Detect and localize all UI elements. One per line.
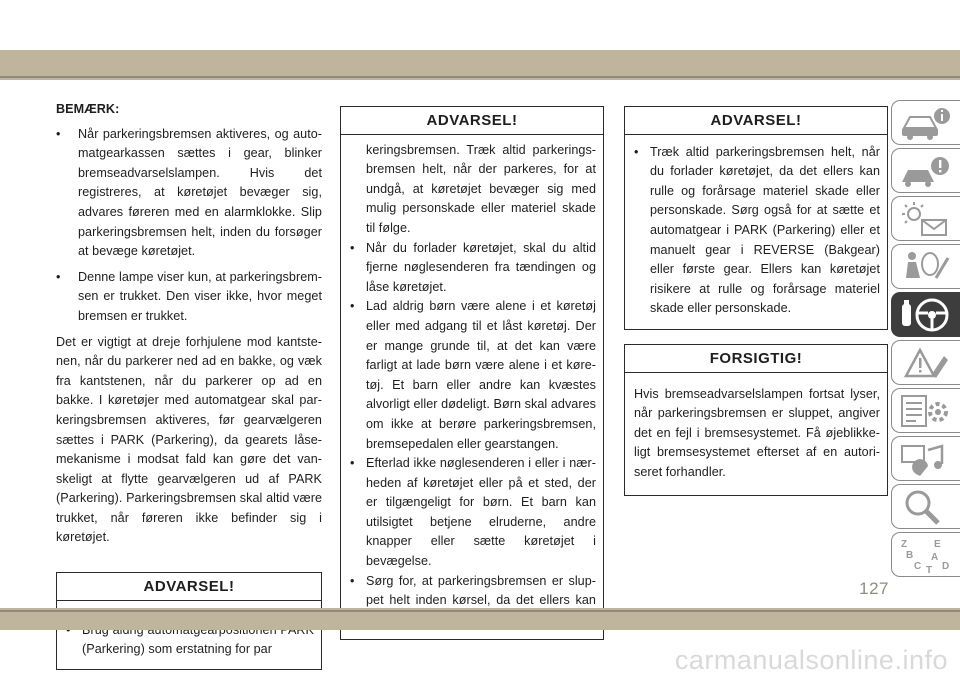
- warning-triangle-icon: [898, 344, 954, 382]
- bullet-dot: •: [350, 240, 355, 255]
- bullet-dot: •: [350, 456, 355, 471]
- caution-box-body: [625, 373, 887, 495]
- search-icon: [898, 488, 954, 526]
- index-letter: C: [914, 561, 922, 572]
- warning-box-2-body: [341, 135, 603, 640]
- note-title: BEMÆRK:: [56, 102, 120, 116]
- note-bullet-2: [56, 268, 322, 327]
- watermark-text: carmanualsonline.info: [674, 645, 948, 675]
- warning-2-bullet-3-text: Efterlad ikke nøglesenderen i eller i nærheden af køretøjet eller på et sted, der er tilgængeligt for børn. Et barn kan utilsigtet betjene elruderne, andre knapper eller sætte køretøjet i bevægelse.: [366, 456, 596, 569]
- caution-box-title: FORSIGTIG!: [625, 345, 887, 373]
- steering-wheel-icon: [898, 296, 954, 334]
- bullet-dot: •: [56, 269, 61, 284]
- car-info-icon: [898, 104, 954, 142]
- index-letter: E: [934, 539, 941, 550]
- warning-3-bullet: [634, 143, 880, 319]
- warning-2-continuation: keringsbremsen. Træk altid parkeringsbremsen helt, når der parkeres, for at undgå, at køretøjet bevæger sig med mulig personskade eller materiel skade til følge.: [366, 142, 596, 235]
- maintenance-checklist-icon: [898, 392, 954, 430]
- column-middle: [340, 106, 604, 640]
- warning-1-bullet-text: (Parkering) som erstatning for par: [82, 642, 272, 657]
- warning-2-bullet-1: [350, 239, 596, 298]
- note-bullet-1-text: Når parkeringsbremsen aktiveres, og automatgearkassen sættes i gear, blinker bremseadvarselslampen. Hvis det registreres, at køretøjet bevæger sig, advares føreren med en alarmklokke. Slip parkeringsbremsen helt, inden du forsøger at bevæge køretøjet.: [78, 126, 322, 259]
- index-letter: D: [942, 561, 950, 572]
- warning-2-bullet-2-text: Lad aldrig børn være alene i et køretøj eller med adgang til et låst køretøj. Der er mange grunde til, at det kan være farligt at lade børn være alene i et køretøj. Et barn eller andre kan kvæstes alvorligt eller dødeligt. Børn skal advares om ikke at berøre parkeringsbremsen, bremsepedalen eller gearstangen.: [366, 299, 596, 451]
- index-letter: Z: [901, 539, 908, 550]
- parking-paragraph: Det er vigtigt at dreje forhjulene mod kantstenen, når du parkerer ned ad en bakke, og væk fra kantstenen, når du parkerer op ad en bakke. I køretøjer med automatgear skal parkeringsbremsen aktiveres, før gearvælgeren sættes i PARK (Parkering), da gearets låsemekanisme i modsat fald kan gøre det vanskeligt at flytte gearvælgeren ud af PARK (Parkering). Parkeringsbremsen skal altid være trukket, når føreren ikke befinder sig i køretøjet.: [56, 334, 322, 545]
- warning-box-2: [340, 106, 604, 640]
- warning-box-3-title: ADVARSEL!: [625, 107, 887, 135]
- lights-message-icon: [898, 200, 954, 238]
- chapter-tab-1[interactable]: [891, 100, 960, 145]
- warning-box-1-title: ADVARSEL!: [57, 573, 321, 601]
- bullet-dot: •: [350, 573, 355, 588]
- chapter-tab-2[interactable]: [891, 148, 960, 193]
- warning-box-2-title: ADVARSEL!: [341, 107, 603, 135]
- bottom-footer-bar: [0, 608, 960, 630]
- chapter-tabs: [891, 100, 960, 580]
- warning-3-bullet-text: Træk altid parkeringsbremsen helt, når du forlader køretøjet, da det ellers kan rulle og forårsage materiel skade eller personskade. Sørg også for at sætte et automatgear i PARK (Parkering) eller et manuelt gear i REVERSE (Bakgear) eller første gear. Ellers kan køretøjet risikere at rulle og forårsage materiel skade eller personskade.: [650, 144, 880, 316]
- chapter-tab-5-active[interactable]: [891, 292, 960, 337]
- warning-2-bullet-1-text: Når du forlader køretøjet, skal du altid fjerne nøglesenderen fra tændingen og låse køretøjet.: [366, 240, 596, 294]
- chapter-tab-8[interactable]: [891, 436, 960, 481]
- car-alert-icon: [898, 152, 954, 190]
- note-bullet-2-text: Denne lampe viser kun, at parkeringsbremsen er trukket. Den viser ikke, hvor meget bremsen er trukket.: [78, 269, 322, 323]
- column-right: [624, 106, 888, 496]
- warning-2-bullet-2: [350, 297, 596, 454]
- chapter-tab-3[interactable]: [891, 196, 960, 241]
- index-letter: A: [931, 552, 939, 563]
- column-left: [56, 100, 322, 670]
- bullet-dot: •: [350, 299, 355, 314]
- note-bullet-1: [56, 125, 322, 262]
- multimedia-icon: [898, 440, 954, 478]
- caution-box: [624, 344, 888, 496]
- index-letter: B: [906, 550, 914, 561]
- warning-box-3-body: [625, 135, 887, 329]
- index-letter: T: [926, 565, 933, 574]
- airbag-safety-icon: [898, 248, 954, 286]
- warning-2-bullet-3: [350, 454, 596, 572]
- caution-text: Hvis bremseadvarselslampen fortsat lyser, når parkeringsbremsen er sluppet, angiver det en fejl i bremsesystemet. Få øjeblikkeligt bremsesystemet efterset af en autoriseret forhandler.: [634, 386, 880, 479]
- chapter-tab-7[interactable]: [891, 388, 960, 433]
- chapter-tab-9[interactable]: [891, 484, 960, 529]
- alphabet-index-icon: [898, 536, 954, 574]
- top-header-bar: [0, 50, 960, 80]
- bullet-dot: •: [634, 144, 639, 159]
- warning-box-3: [624, 106, 888, 330]
- bullet-dot: •: [56, 126, 61, 141]
- chapter-tab-6[interactable]: [891, 340, 960, 385]
- warning-2-bullet-4-text: Sørg for, at parkeringsbremsen er sluppet helt inden kørsel, da det ellers kan: [366, 573, 596, 608]
- chapter-tab-10[interactable]: [891, 532, 960, 577]
- chapter-tab-4[interactable]: [891, 244, 960, 289]
- page-number: 127: [859, 579, 889, 598]
